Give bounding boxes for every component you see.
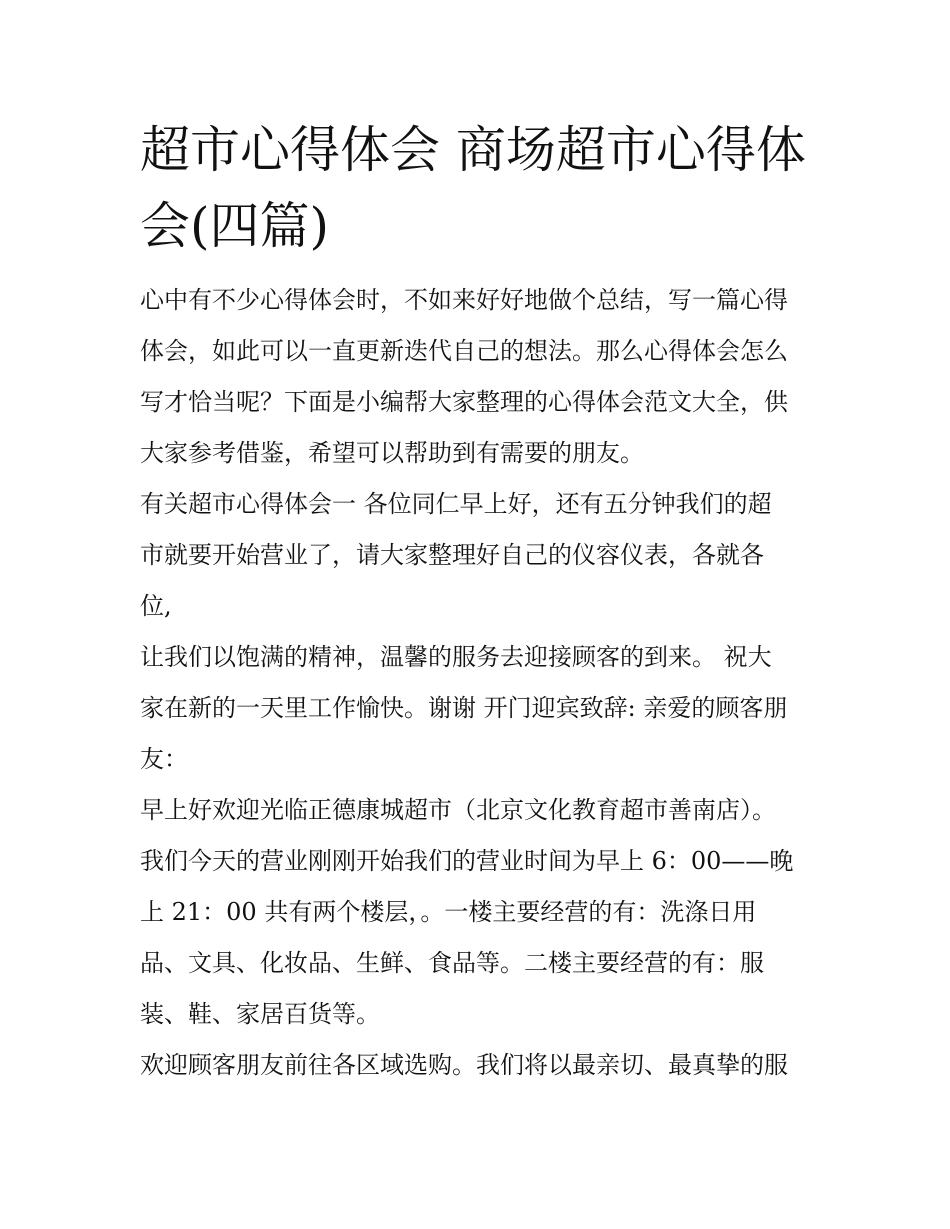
body-line-1: 心中有不少心得体会时，不如来好好地做个总结，写一篇心得	[140, 286, 788, 314]
body-line-6: 市就要开始营业了，请大家整理好自己的仪容仪表，各就各	[140, 541, 764, 569]
body-line-8: 让我们以饱满的精神，温馨的服务去迎接顾客的到来。 祝大	[140, 643, 772, 671]
title-line-1: 超市心得体会 商场超市心得体	[140, 121, 806, 179]
title-line-2: 会(四篇)	[140, 197, 330, 255]
document-title	[140, 112, 830, 264]
body-line-10: 友：	[140, 745, 188, 773]
body-line-7: 位,	[140, 592, 172, 620]
body-line-5: 有关超市心得体会一 各位同仁早上好，还有五分钟我们的超	[140, 490, 772, 518]
body-line-13: 上 21：00 共有两个楼层，。一楼主要经营的有：洗涤日用	[140, 898, 757, 926]
body-line-3: 写才恰当呢？下面是小编帮大家整理的心得体会范文大全，供	[140, 388, 788, 416]
body-line-11: 早上好欢迎光临正德康城超市（北京文化教育超市善南店）。	[140, 796, 776, 824]
body-line-9: 家在新的一天里工作愉快。谢谢 开门迎宾致辞: 亲爱的顾客朋	[140, 694, 788, 722]
body-line-2: 体会，如此可以一直更新迭代自己的想法。那么心得体会怎么	[140, 337, 788, 365]
body-line-4: 大家参考借鉴，希望可以帮助到有需要的朋友。	[140, 439, 644, 467]
body-line-15: 装、鞋、家居百货等。	[140, 1000, 380, 1028]
body-line-16: 欢迎顾客朋友前往各区域选购。我们将以最亲切、最真挚的服	[140, 1051, 788, 1079]
body-line-14: 品、文具、化妆品、生鲜、食品等。二楼主要经营的有：服	[140, 949, 764, 977]
body-line-12: 我们今天的营业刚刚开始我们的营业时间为早上 6：00——晚	[140, 847, 794, 875]
